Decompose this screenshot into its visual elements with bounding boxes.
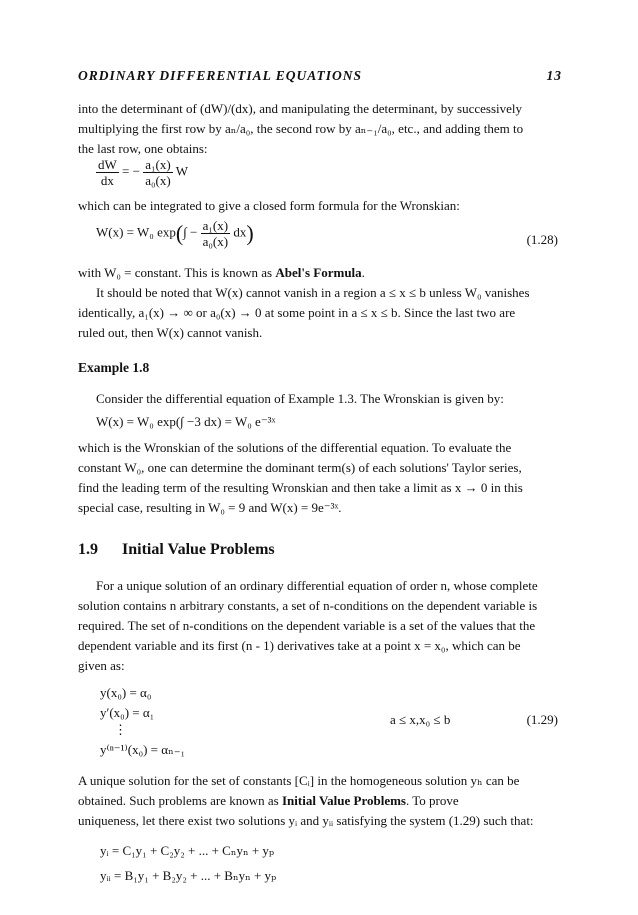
text-line: with W₀ = constant. This is known as Abel's Formula. <box>78 265 365 280</box>
text-line: obtained. Such problems are known as Initial Value Problems. To prove <box>78 793 459 808</box>
fraction-denominator: a₀(x) <box>202 234 229 249</box>
text-line: the last row, one obtains: <box>78 141 208 156</box>
text-line: which can be integrated to give a closed form formula for the Wronskian: <box>78 198 460 213</box>
fraction-denominator: dx <box>100 173 114 188</box>
initial-condition: y(x₀) = α₀ <box>100 685 152 700</box>
equation-example-wronskian: W(x) = W₀ exp(∫ −3 dx) = W₀ e⁻³ˣ <box>96 414 276 429</box>
initial-condition: y′(x₀) = α₁ <box>100 705 155 720</box>
text-line: given as: <box>78 658 125 673</box>
eq-lhs: W(x) = W₀ exp <box>96 224 176 240</box>
text-line: It should be noted that W(x) cannot vanish in a region a ≤ x ≤ b unless W₀ vanishes <box>96 285 530 300</box>
equation-number: (1.28) <box>526 232 558 247</box>
text-line: special case, resulting in W₀ = 9 and W(x) = 9e⁻³ˣ. <box>78 500 342 515</box>
text-line: which is the Wronskian of the solutions of the differential equation. To evaluate the <box>78 440 512 455</box>
example-heading: Example 1.8 <box>78 360 150 375</box>
text-line: dependent variable and its first (n - 1) derivatives take at a point x = x₀, which can be <box>78 638 521 653</box>
text-line: ruled out, then W(x) cannot vanish. <box>78 325 263 340</box>
integral-sign: ∫ − <box>183 224 198 240</box>
equation-solution-one: yᵢ = C₁y₁ + C₂y₂ + ... + Cₙyₙ + yₚ <box>100 843 275 858</box>
equals-minus: = − <box>122 163 140 179</box>
page-number: 13 <box>546 68 562 83</box>
text-line: uniqueness, let there exist two solutions yᵢ and yᵢᵢ satisfying the system (1.29) such that: <box>78 813 534 828</box>
section-number: 1.9 <box>78 541 98 558</box>
text-line: solution contains n arbitrary constants, a set of n-conditions on the dependent variable is <box>78 598 538 613</box>
variable-w: W <box>175 163 188 179</box>
text-line: Consider the differential equation of Example 1.3. The Wronskian is given by: <box>96 391 504 406</box>
section-heading <box>78 541 275 559</box>
equation-wronskian-derivative <box>96 157 188 188</box>
fraction-numerator: dW <box>98 157 117 172</box>
fraction-numerator: a₁(x) <box>202 218 229 233</box>
vertical-ellipsis: ⋮ <box>114 722 127 737</box>
interval-condition: a ≤ x,x₀ ≤ b <box>390 712 451 727</box>
text-line: find the leading term of the resulting Wronskian and then take a limit as x → 0 in this <box>78 480 523 495</box>
equation-number: (1.29) <box>526 712 558 727</box>
equation-abel-formula: W(x) = W₀ exp(∫ − $\frac{\text{a₁(x)}}{\text{a₀(x)}}$ dx) <box>96 218 254 249</box>
fraction-denominator: a₀(x) <box>145 173 171 188</box>
text-line: A unique solution for the set of constants [Cᵢ] in the homogeneous solution yₕ can be <box>78 773 520 788</box>
text-line: constant W₀, one can determine the dominant term(s) of each solutions' Taylor series, <box>78 460 522 475</box>
term-abels-formula: Abel's Formula <box>275 265 362 280</box>
equation-solution-two: yᵢᵢ = B₁y₁ + B₂y₂ + ... + Bₙyₙ + yₚ <box>100 868 277 883</box>
text-line: multiplying the first row by aₙ/a₀, the second row by aₙ₋₁/a₀, etc., and adding them to <box>78 121 524 136</box>
initial-condition: y⁽ⁿ⁻¹⁾(x₀) = αₙ₋₁ <box>100 742 186 757</box>
text-line: identically, a₁(x) → ∞ or a₀(x) → 0 at some point in a ≤ x ≤ b. Since the last two are <box>78 305 516 320</box>
header-title: ORDINARY DIFFERENTIAL EQUATIONS <box>78 68 363 83</box>
text-line: required. The set of n-conditions on the dependent variable is a set of the values that the <box>78 618 536 633</box>
fraction-numerator: a₁(x) <box>145 157 171 172</box>
section-title: Initial Value Problems <box>122 541 275 558</box>
term-initial-value-problems: Initial Value Problems <box>281 793 406 808</box>
text-line: For a unique solution of an ordinary differential equation of order n, whose complete <box>96 578 538 593</box>
text-line: into the determinant of (dW)/(dx), and manipulating the determinant, by successively <box>78 101 523 116</box>
running-header <box>78 68 562 88</box>
dx: dx <box>233 224 247 240</box>
